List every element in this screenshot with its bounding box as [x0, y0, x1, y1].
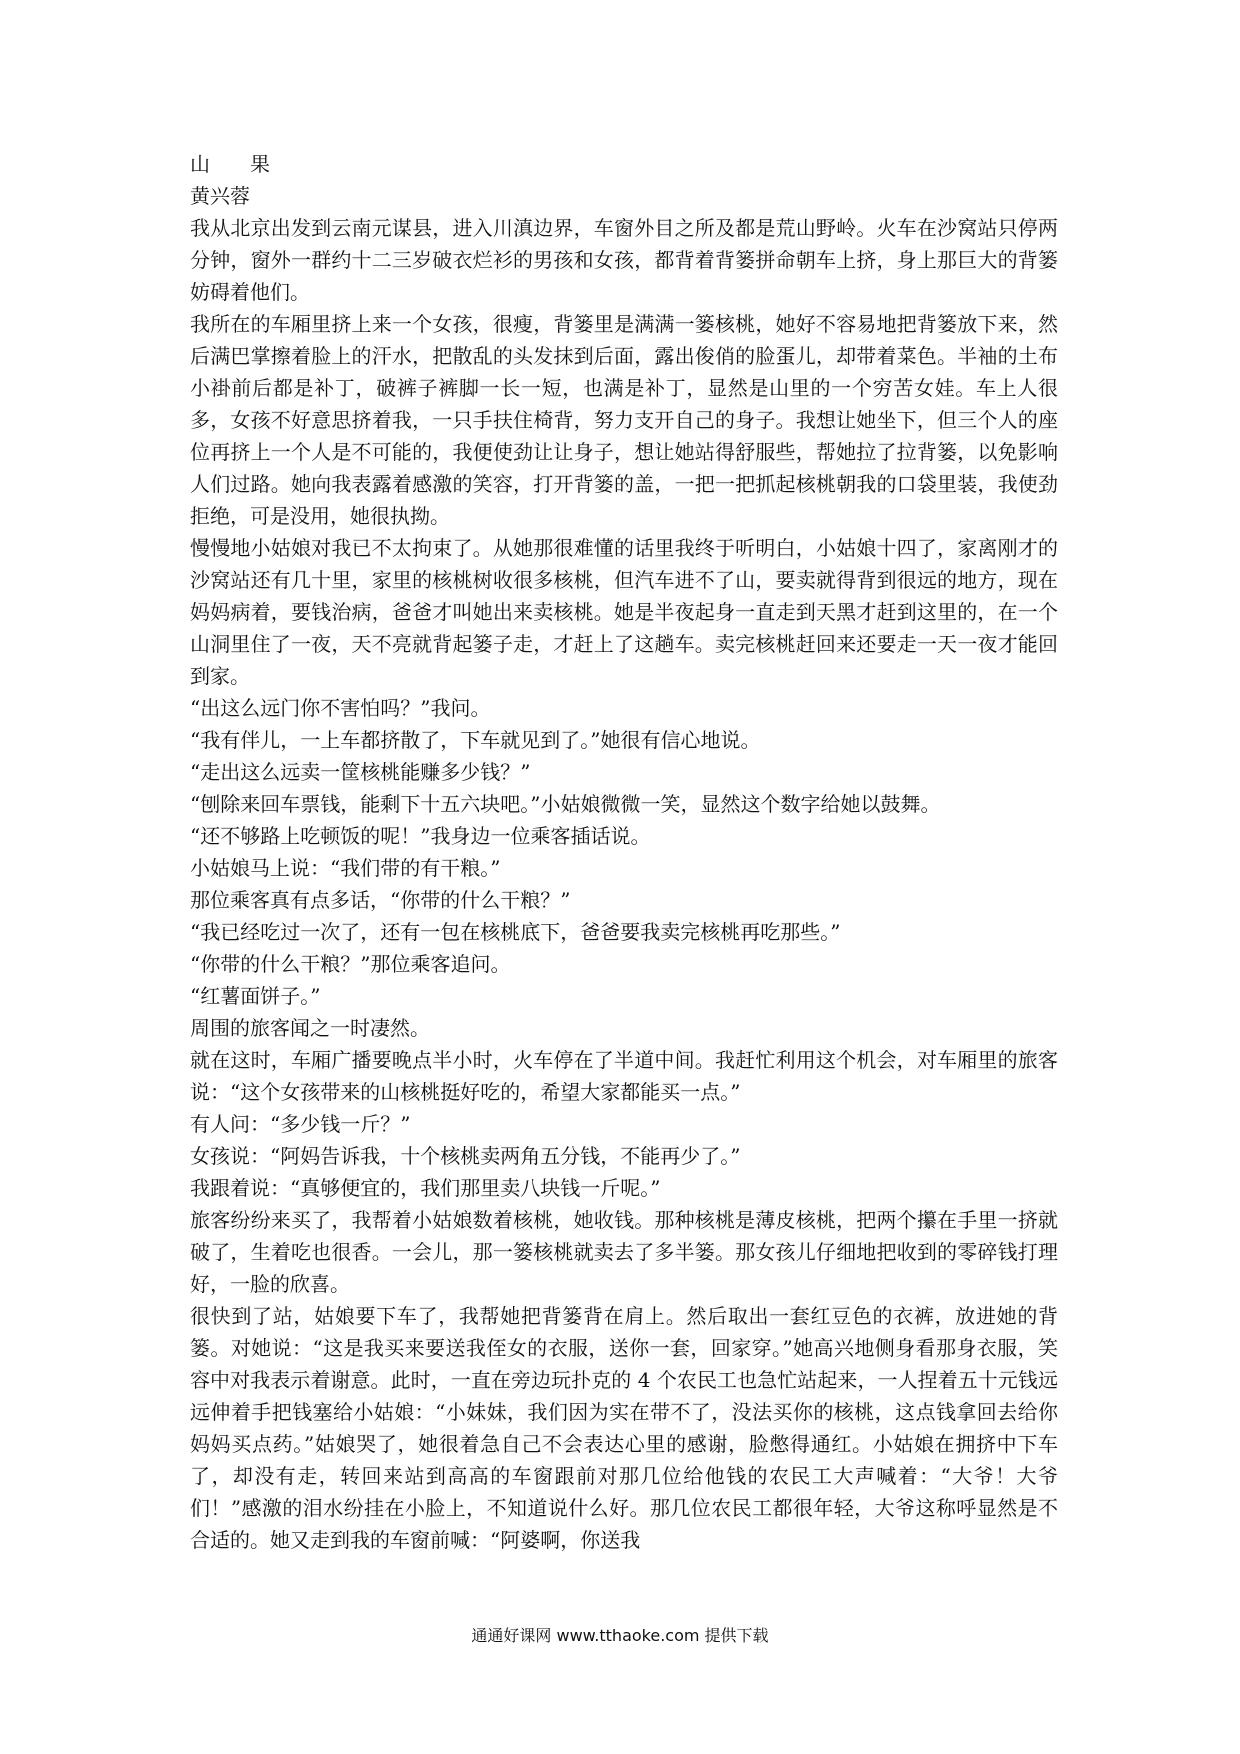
paragraph: 慢慢地小姑娘对我已不太拘束了。从她那很难懂的话里我终于听明白，小姑娘十四了，家离刚才的沙窝站还有几十里，家里的核桃树收很多核桃，但汽车进不了山，要卖就得背到很远的地方，现在妈妈病着，要钱治病，爸爸才叫她出来卖核桃。她是半夜起身一直走到天黑才赶到这里的，在一个山洞里住了一夜，天不亮就背起篓子走，才赶上了这趟车。卖完核桃赶回来还要走一天一夜才能回到家。 — [190, 536, 1058, 688]
paragraph: 就在这时，车厢广播要晚点半小时，火车停在了半道中间。我赶忙利用这个机会，对车厢里的旅客说：“这个女孩带来的山核桃挺好吃的，希望大家都能买一点。” — [190, 1048, 1058, 1104]
page-footer: 通通好课网 www.tthaoke.com 提供下载 — [471, 1626, 769, 1645]
story-title — [190, 148, 1058, 180]
story-body — [190, 212, 1058, 1556]
paragraph: 我从北京出发到云南元谋县，进入川滇边界，车窗外目之所及都是荒山野岭。火车在沙窝站只停两分钟，窗外一群约十二三岁破衣烂衫的男孩和女孩，都背着背篓拼命朝车上挤，身上那巨大的背篓妨碍着他们。 — [190, 216, 1058, 304]
author-name: 黄兴蓉 — [190, 184, 250, 208]
paragraph: “我有伴儿，一上车都挤散了，下车就见到了。”她很有信心地说。 — [190, 728, 761, 752]
paragraph: “红薯面饼子。” — [190, 984, 321, 1008]
title-char-1: 山 — [190, 152, 210, 176]
paragraph: “还不够路上吃顿饭的呢！”我身边一位乘客插话说。 — [190, 824, 651, 848]
paragraph: 我所在的车厢里挤上来一个女孩，很瘦，背篓里是满满一篓核桃，她好不容易地把背篓放下来，然后满巴掌擦着脸上的汗水，把散乱的头发抹到后面，露出俊俏的脸蛋儿，却带着菜色。半袖的土布小褂前后都是补丁，破裤子裤脚一长一短，也满是补丁，显然是山里的一个穷苦女娃。车上人很多，女孩不好意思挤着我，一只手扶住椅背，努力支开自己的身子。我想让她坐下，但三个人的座位再挤上一个人是不可能的，我便使劲让让身子，想让她站得舒服些，帮她拉了拉背篓，以免影响人们过路。她向我表露着感激的笑容，打开背篓的盖，一把一把抓起核桃朝我的口袋里装，我使劲拒绝，可是没用，她很执拗。 — [190, 312, 1058, 528]
paragraph: “走出这么远卖一筐核桃能赚多少钱？” — [190, 760, 531, 784]
paragraph: 旅客纷纷来买了，我帮着小姑娘数着核桃，她收钱。那种核桃是薄皮核桃，把两个攥在手里一挤就破了，生着吃也很香。一会儿，那一篓核桃就卖去了多半篓。那女孩儿仔细地把收到的零碎钱打理好，一脸的欣喜。 — [190, 1208, 1058, 1296]
paragraph: “刨除来回车票钱，能剩下十五六块吧。”小姑娘微微一笑，显然这个数字给她以鼓舞。 — [190, 792, 941, 816]
paragraph: “我已经吃过一次了，还有一包在核桃底下，爸爸要我卖完核桃再吃那些。” — [190, 920, 841, 944]
paragraph: 小姑娘马上说：“我们带的有干粮。” — [190, 856, 501, 880]
paragraph: 周围的旅客闻之一时凄然。 — [190, 1016, 430, 1040]
paragraph: 我跟着说：“真够便宜的，我们那里卖八块钱一斤呢。” — [190, 1176, 661, 1200]
paragraph: “出这么远门你不害怕吗？”我问。 — [190, 696, 491, 720]
paragraph: 女孩说：“阿妈告诉我，十个核桃卖两角五分钱，不能再少了。” — [190, 1144, 741, 1168]
paragraph: 有人问：“多少钱一斤？” — [190, 1112, 411, 1136]
paragraph: “你带的什么干粮？”那位乘客追问。 — [190, 952, 511, 976]
paragraph: 那位乘客真有点多话，“你带的什么干粮？” — [190, 888, 571, 912]
paragraph: 很快到了站，姑娘要下车了，我帮她把背篓背在肩上。然后取出一套红豆色的衣裤，放进她的背篓。对她说：“这是我买来要送我侄女的衣服，送你一套，回家穿。”她高兴地侧身看那身衣服，笑容中对我表示着谢意。此时，一直在旁边玩扑克的 4 个农民工也急忙站起来，一人捏着五十元钱远远伸着手把钱塞给小姑娘：“小妹妹，我们因为实在带不了，没法买你的核桃，这点钱拿回去给你妈妈买点药。”姑娘哭了，她很着急自己不会表达心里的感谢，脸憋得通红。小姑娘在拥挤中下车了，却没有走，转回来站到高高的车窗跟前对那几位给他钱的农民工大声喊着：“大爷！大爷们！”感激的泪水纷挂在小脸上，不知道说什么好。那几位农民工都很年轻，大爷这称呼显然是不合适的。她又走到我的车窗前喊：“阿婆啊，你送我 — [190, 1304, 1058, 1552]
title-char-2: 果 — [250, 152, 270, 176]
document-page — [190, 148, 1058, 1556]
